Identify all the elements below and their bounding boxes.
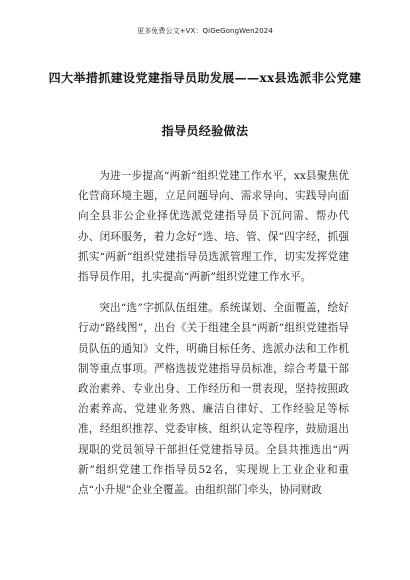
paragraph-1: 为进一步提高“两新”组织党建工作水平，xx县聚焦优化营商环境主题，立足问题导向、需求导向、实践导向面向全县非公企业择优选派党建指导员下沉问需、帮办代办、闭环服务，着力念好“选、培、管、保”四字经，抓强抓实“两新”组织党建指导员选派管理工作，切实发挥党建指导员作用，扎实提高“两新”组织党建工作水平。 [78, 170, 349, 284]
header-note: 更多免费公文+VX：QiGeGongWen2024 [137, 27, 273, 35]
document-title-line-1: 四大举措抓建设党建指导员助发展——xx县选派非公党建 [48, 71, 362, 85]
document-body [78, 166, 349, 511]
paragraph-2: 突出“选”字抓队伍组建。系统谋划、全面覆盖，绘好行动“路线图”，出台《关于组建全县“两新”组织党建指导员队伍的通知》文件，明确目标任务、选派办法和工作机制等重点事项。严格选拔党建指导员标准，综合考量干部政治素养、专业出身、工作经历和一贯表现，坚持按照政治素养高、党建业务熟、廉洁自律好、工作经验足等标准，经组织推荐、党委审核、组织认定等程序，鼓励退出现职的党员领导干部担任党建指导员。全县共推选出“两新”组织党建工作指导员52名，实现规上工业企业和重点“小升规”企业全覆盖。由组织部门牵头，协同财政 [78, 302, 349, 497]
document-title-line-2: 指导员经验做法 [161, 124, 249, 138]
